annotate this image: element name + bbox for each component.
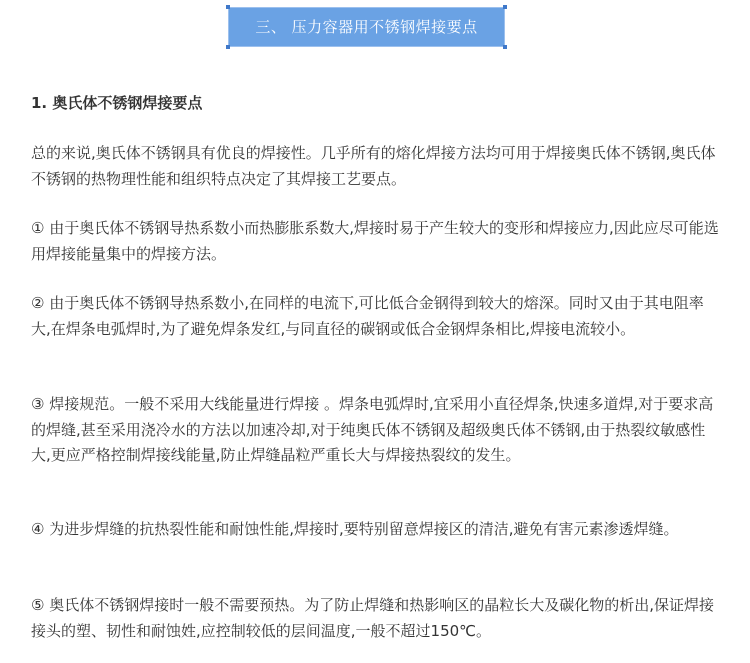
banner-corner-decoration [503, 5, 507, 9]
section-title: 三、 压力容器用不锈钢焊接要点 [228, 7, 505, 47]
intro-paragraph: 总的来说,奥氏体不锈钢具有优良的焊接性。几乎所有的熔化焊接方法均可用于焊接奥氏体不锈钢,奥氏体不锈钢的热物理性能和组织特点决定了其焊接工艺要点。 [31, 144, 716, 188]
section-title-banner [228, 7, 505, 47]
banner-corner-decoration [226, 45, 230, 49]
banner-corner-decoration [226, 5, 230, 9]
banner-corner-decoration [503, 45, 507, 49]
point-5-paragraph: ⑤ 奥氏体不锈钢焊接时一般不需要预热。为了防止焊缝和热影响区的晶粒长大及碳化物的析出,保证焊接接头的塑、韧性和耐蚀姓,应控制较低的层间温度,一般不超过150℃。 [31, 596, 714, 640]
point-1-paragraph: ① 由于奥氏体不锈钢导热系数小而热膨胀系数大,焊接时易于产生较大的变形和焊接应力,因此应尽可能选用焊接能量集中的焊接方法。 [31, 219, 719, 263]
subsection-heading: 1. 奥氏体不锈钢焊接要点 [31, 94, 203, 112]
point-2-paragraph: ② 由于奥氏体不锈钢导热系数小,在同样的电流下,可比低合金钢得到较大的熔深。同时又由于其电阻率大,在焊条电弧焊时,为了避免焊条发红,与同直径的碳钢或低合金钢焊条相比,焊接电流较小。 [31, 294, 704, 338]
point-4-paragraph: ④ 为进步焊缝的抗热裂性能和耐蚀性能,焊接时,要特别留意焊接区的清洁,避免有害元素渗透焊缝。 [31, 520, 679, 538]
point-3-paragraph: ③ 焊接规范。一般不采用大线能量进行焊接 。焊条电弧焊时,宜采用小直径焊条,快速多道焊,对于要求高的焊缝,甚至采用浇冷水的方法以加速冷却,对于纯奥氏体不锈钢及超级奥氏体不锈钢,由于热裂纹敏感性大,更应严格控制焊接线能量,防止焊缝晶粒严重长大与焊接热裂纹的发生。 [31, 395, 714, 464]
